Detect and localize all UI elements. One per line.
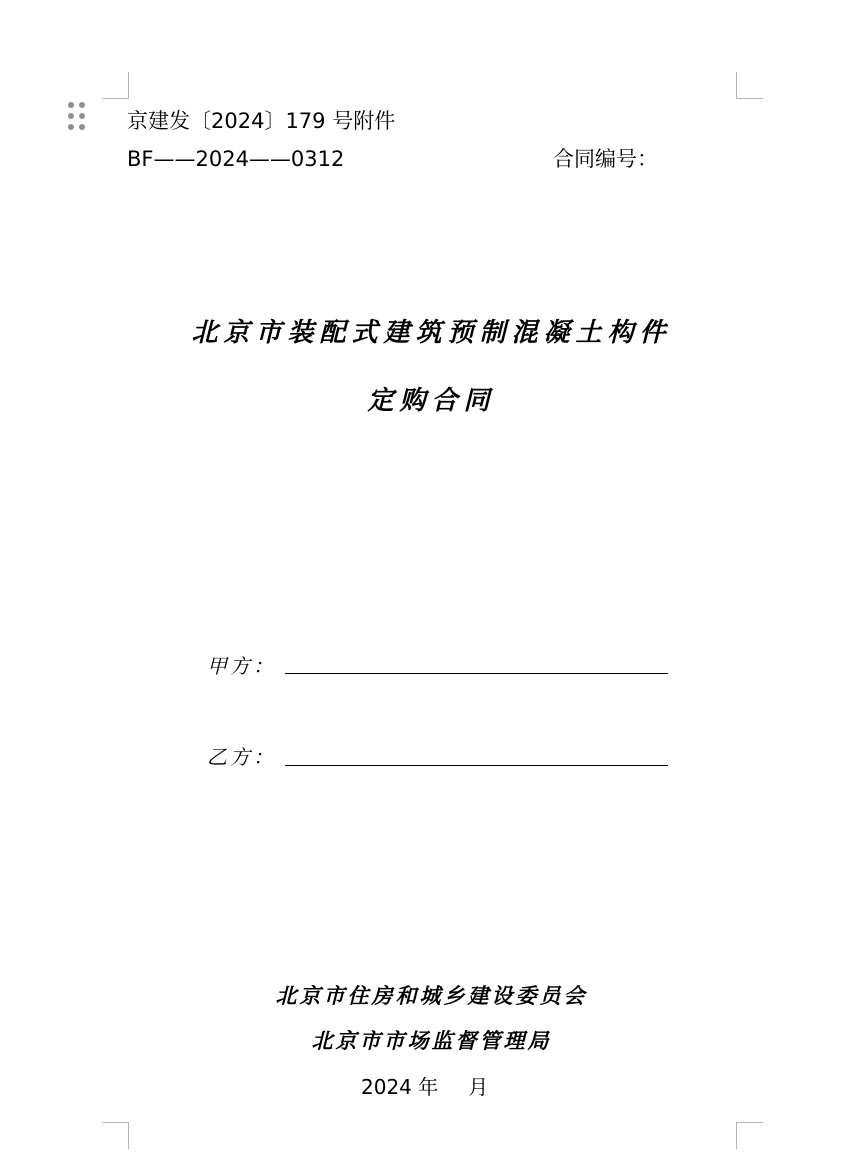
document-subtitle: 定购合同 bbox=[367, 386, 496, 416]
document-reference: 京建发〔2024〕179 号附件 bbox=[127, 109, 396, 133]
party-a-signature-line bbox=[285, 673, 668, 674]
document-title: 北京市装配式建筑预制混凝土构件 bbox=[191, 318, 672, 348]
party-a-label: 甲方： bbox=[207, 654, 276, 678]
page-corner-top-left bbox=[102, 72, 129, 99]
drag-handle-icon[interactable] bbox=[68, 102, 88, 132]
issue-date bbox=[361, 1071, 488, 1100]
issuer-housing-commission: 北京市住房和城乡建设委员会 bbox=[275, 983, 588, 1008]
party-b-signature-line bbox=[285, 765, 668, 766]
year-label: 年 bbox=[418, 1075, 439, 1099]
document-serial-number: BF——2024——0312 bbox=[127, 147, 345, 171]
issuer-market-supervision: 北京市市场监督管理局 bbox=[311, 1028, 552, 1053]
contract-number-label: 合同编号： bbox=[553, 147, 658, 171]
date-year: 2024 bbox=[361, 1075, 412, 1099]
page-corner-bottom-left bbox=[102, 1122, 129, 1149]
page-corner-top-right bbox=[736, 72, 763, 99]
month-label: 月 bbox=[468, 1075, 489, 1099]
page-corner-bottom-right bbox=[736, 1122, 763, 1149]
party-b-label: 乙方： bbox=[207, 745, 276, 769]
